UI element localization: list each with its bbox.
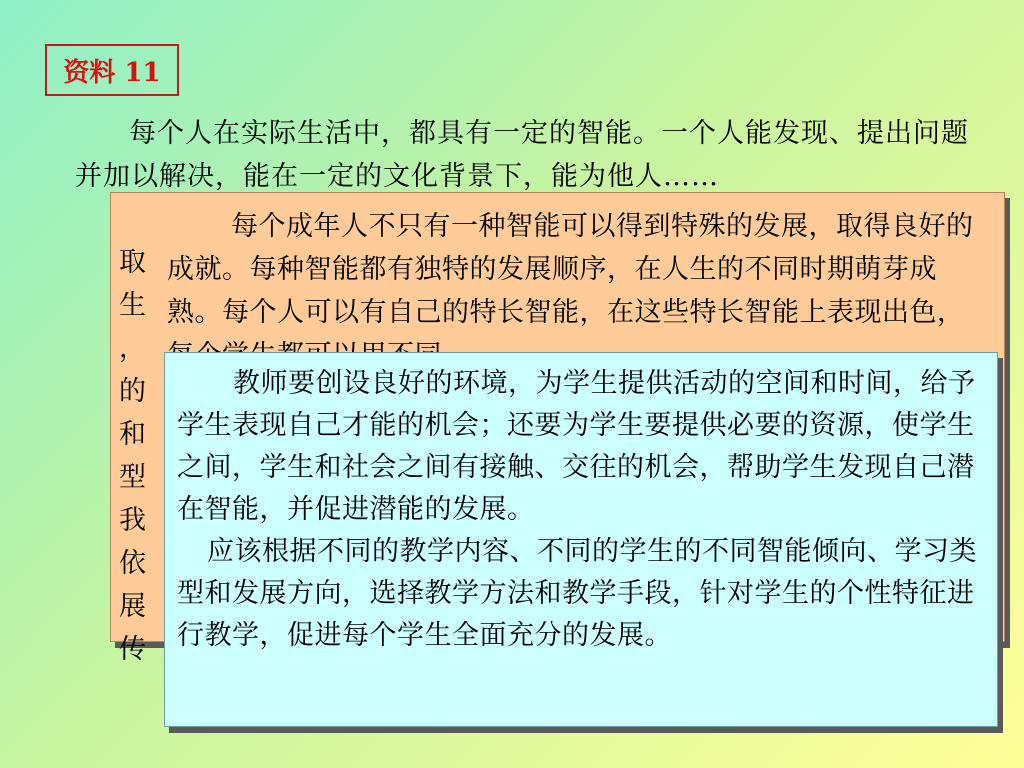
char: 我 — [119, 505, 146, 536]
char: 取 — [119, 247, 146, 278]
card1-paragraph: 每个成年人不只有一种智能可以得到特殊的发展，取得良好的成就。每种智能都有独特的发展顺序，在人生的不同时期萌芽成熟。每个人可以有自己的特长智能，在这些特长智能上表现出色， — [167, 211, 974, 328]
char: 和 — [119, 419, 146, 450]
char: 展 — [119, 591, 146, 622]
char: 型 — [119, 462, 146, 493]
base-paragraph: 每个人在实际生活中，都具有一定的智能。一个人能发现、提出问题并加以解决，能在一定的文化背景下，能为他人…… — [75, 118, 969, 192]
card2-paragraph-1: 教师要创设良好的环境，为学生提供活动的空间和时间，给予学生表现自己才能的机会；还要为学生要提供必要的资源，使学生之间，学生和社会之间有接触、交往的机会，帮助学生发现自己潜在智能，并促进潜能的发展。 — [177, 368, 976, 525]
card2-paragraph-2: 应该根据不同的教学内容、不同的学生的不同智能倾向、学习类型和发展方向，选择教学方法和教学手段，针对学生的个性特征进行教学，促进每个学生全面充分的发展。 — [177, 536, 977, 651]
char: ， — [119, 333, 146, 364]
material-label: 资料 11 — [45, 44, 179, 96]
char: 的 — [119, 376, 146, 407]
char: 生 — [119, 290, 146, 321]
card1-left-chars — [119, 241, 153, 671]
card2-body — [177, 363, 977, 657]
char: 传 — [119, 634, 146, 665]
teacher-card — [164, 352, 998, 727]
char: 依 — [119, 548, 146, 579]
base-text-block — [75, 112, 975, 198]
